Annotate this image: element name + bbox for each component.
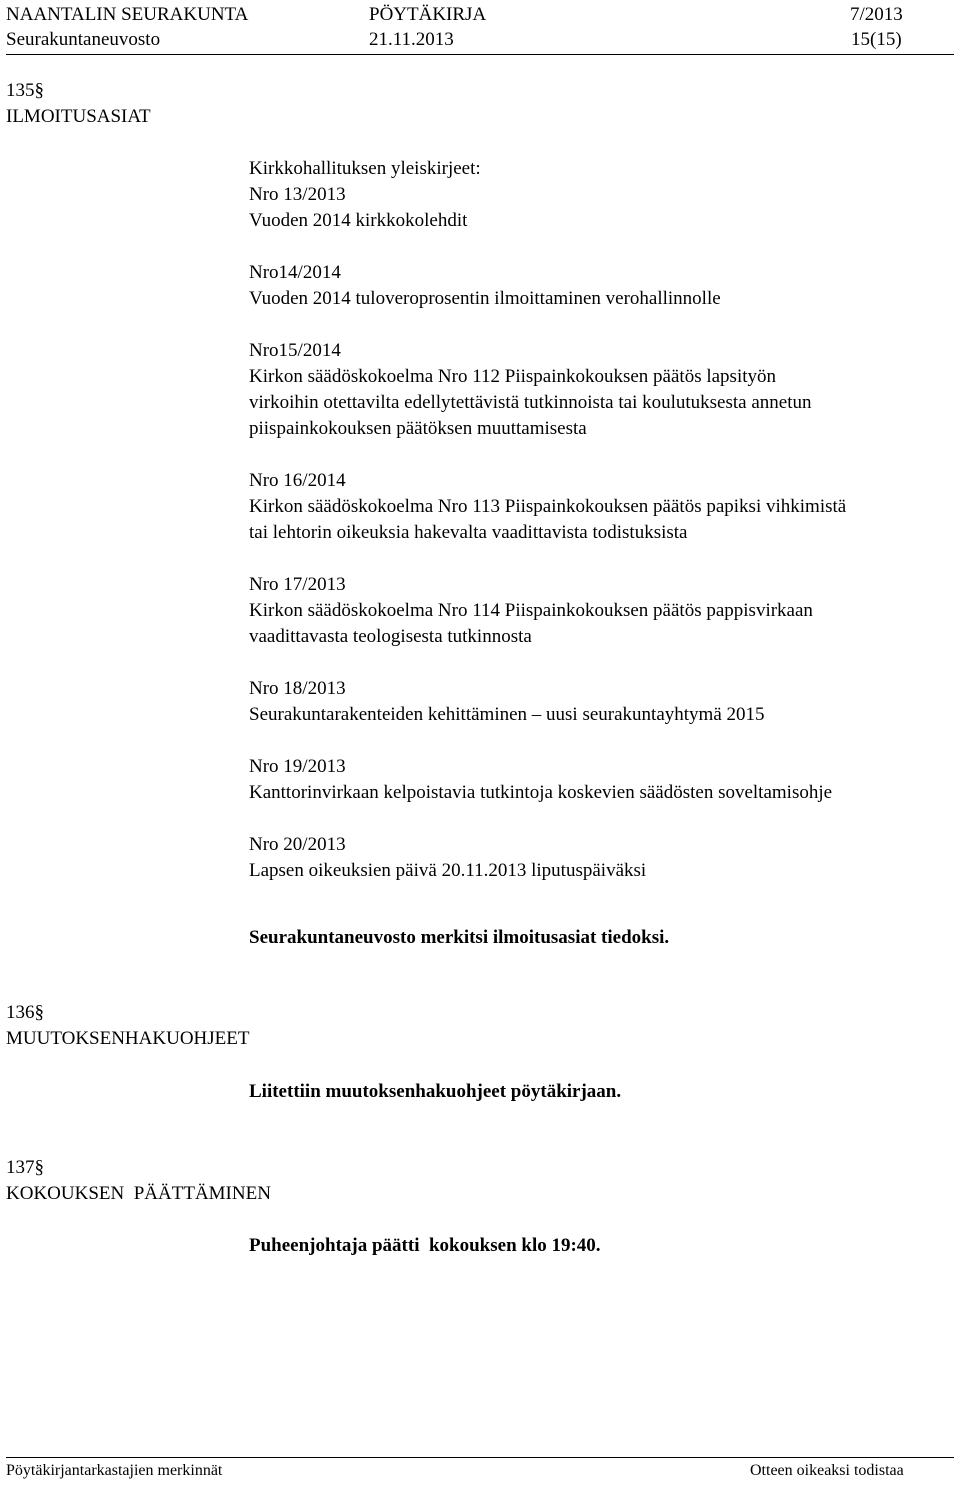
item-number: Nro 16/2014 — [249, 470, 346, 491]
item-text: Kanttorinvirkaan kelpoistavia tutkintoja koskevien säädösten soveltamisohje — [249, 782, 833, 803]
section-sign-icon: § — [34, 80, 44, 101]
section-sign-icon: § — [34, 1002, 44, 1023]
item-text: vaadittavasta teologisesta tutkinnosta — [249, 626, 532, 647]
item-text: Vuoden 2014 tuloveroprosentin ilmoittaminen verohallinnolle — [249, 288, 721, 309]
item-text: piispainkokouksen päätöksen muuttamisesta — [249, 418, 587, 439]
item-text: Kirkon säädöskokoelma Nro 113 Piispainkokouksen päätös papiksi vihkimistä — [249, 496, 847, 517]
decision-text: Seurakuntaneuvosto merkitsi ilmoitusasiat tiedoksi. — [249, 927, 670, 948]
item-text: Kirkon säädöskokoelma Nro 112 Piispainkokouksen päätös lapsityön — [249, 366, 777, 387]
item-number: Nro 17/2013 — [249, 574, 346, 595]
page-number: 15(15) — [851, 29, 902, 50]
doc-type: PÖYTÄKIRJA — [369, 4, 487, 25]
section-title: KOKOUKSEN PÄÄTTÄMINEN — [6, 1183, 271, 1204]
item-text: Seurakuntarakenteiden kehittäminen – uusi seurakuntayhtymä 2015 — [249, 704, 765, 725]
item-number: Nro15/2014 — [249, 340, 341, 361]
item-number: Nro 13/2013 — [249, 184, 346, 205]
list-intro: Kirkkohallituksen yleiskirjeet: — [249, 158, 481, 179]
section-number: 137§ — [6, 1157, 44, 1178]
section-number: 136§ — [6, 1002, 44, 1023]
item-text: Kirkon säädöskokoelma Nro 114 Piispainkokouksen päätös pappisvirkaan — [249, 600, 813, 621]
item-text: virkoihin otettavilta edellytettävistä tutkinnoista tai koulutuksesta annetun — [249, 392, 812, 413]
footer-rule — [6, 1457, 954, 1458]
decision-text: Liitettiin muutoksenhakuohjeet pöytäkirjaan. — [249, 1081, 622, 1102]
footer-right-label: Otteen oikeaksi todistaa — [750, 1462, 904, 1479]
announcements-list — [249, 156, 954, 884]
section-sign-icon: § — [34, 1157, 44, 1178]
org-name: NAANTALIN SEURAKUNTA — [6, 4, 249, 25]
doc-number: 7/2013 — [850, 4, 903, 25]
section-title: MUUTOKSENHAKUOHJEET — [6, 1028, 250, 1049]
item-text: Vuoden 2014 kirkkokolehdit — [249, 210, 468, 231]
item-number: Nro14/2014 — [249, 262, 341, 283]
meeting-body: Seurakuntaneuvosto — [6, 29, 161, 50]
item-number: Nro 18/2013 — [249, 678, 346, 699]
decision-text: Puheenjohtaja päätti kokouksen klo 19:40. — [249, 1235, 601, 1256]
header-rule — [6, 54, 954, 55]
section-title: ILMOITUSASIAT — [6, 106, 151, 127]
meeting-date: 21.11.2013 — [369, 29, 454, 50]
footer-left-label: Pöytäkirjantarkastajien merkinnät — [6, 1462, 223, 1479]
section-number: 135§ — [6, 80, 44, 101]
item-number: Nro 19/2013 — [249, 756, 346, 777]
item-number: Nro 20/2013 — [249, 834, 346, 855]
item-text: Lapsen oikeuksien päivä 20.11.2013 liputuspäiväksi — [249, 860, 647, 881]
item-text: tai lehtorin oikeuksia hakevalta vaadittavista todistuksista — [249, 522, 688, 543]
